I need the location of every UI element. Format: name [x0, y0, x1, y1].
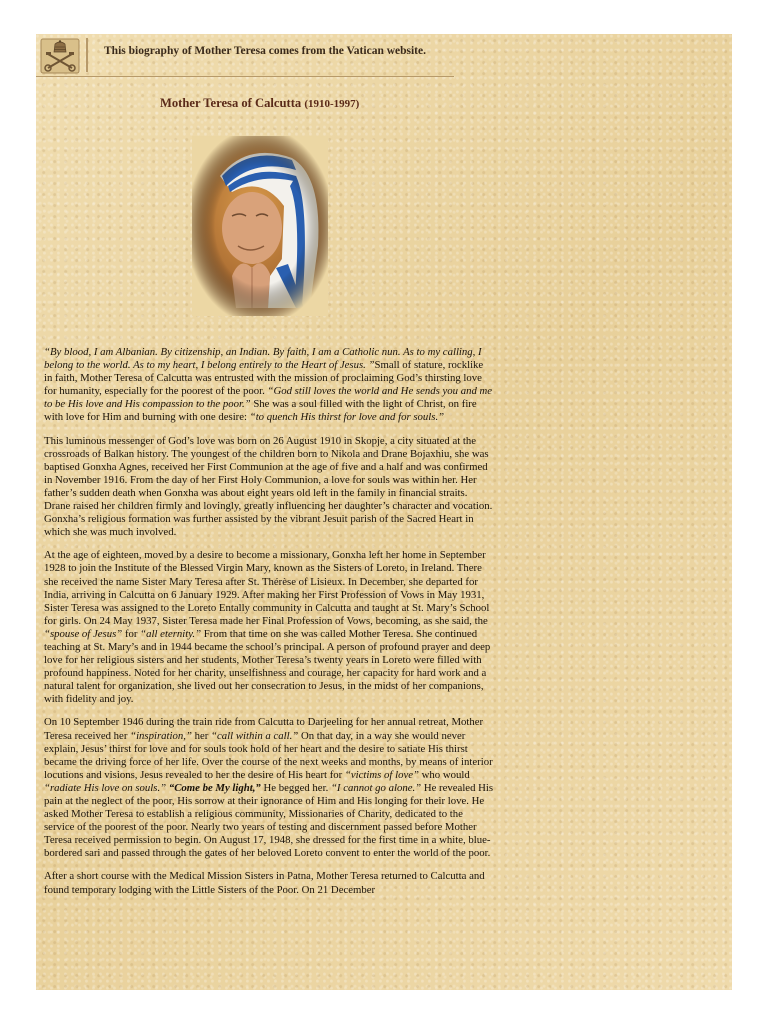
- biography-text: [44, 346, 494, 907]
- quote: “call within a call.”: [211, 729, 299, 742]
- paragraph-3: [44, 549, 494, 706]
- quote: “I cannot go alone.”: [330, 781, 422, 794]
- quote: “victims of love”: [344, 768, 419, 781]
- page-header: [36, 34, 454, 77]
- header-note: This biography of Mother Teresa comes from the Vatican website.: [104, 45, 426, 57]
- quote: “spouse of Jesus”: [44, 627, 123, 640]
- text: Small of stature, rocklike in faith, Mother Teresa of Calcutta was entrusted with the mission of proclaiming God’s thirsting love for humanity, especially for the poorest of the poor.: [44, 359, 484, 398]
- paragraph-2: This luminous messenger of God’s love was born on 26 August 1910 in Skopje, a city situated at the crossroads of Balkan history. The youngest of the children born to Nikola and Drane Bojaxhiu, she was baptised Gonxha Agnes, received her First Communion at the age of five and a half and was confirmed in November 1916. From the day of her First Holy Communion, a love for souls was within her. Her father’s sudden death when Gonxha was about eight years old left in the family in financial straits. Drane raised her children firmly and lovingly, greatly influencing her daughter’s character and vocation. Gonxha’s religious formation was further assisted by the vibrant Jesuit parish of the Sacred Heart in which she was much involved.: [44, 434, 493, 539]
- paragraph-4: [44, 716, 494, 860]
- papal-coat-of-arms-icon: [40, 38, 80, 74]
- text: She was a soul filled with the light of Christ, on fire with love for Him and burning with one desire:: [44, 398, 477, 424]
- quote: “to quench His thirst for love and for souls.”: [249, 411, 445, 424]
- quote: “radiate His love on souls.”: [44, 781, 167, 794]
- document-page: [36, 34, 732, 990]
- quote: “By blood, I am Albanian. By citizenship, an Indian. By faith, I am a Catholic nun. As to my calling, I belong to the world. As to my heart, I belong entirely to the Heart of Jesus. ”: [44, 346, 482, 372]
- title-name: Mother Teresa of Calcutta: [160, 96, 305, 110]
- text: He revealed His pain at the neglect of the poor, His sorrow at their ignorance of Him and His longing for their love. He asked Mother Teresa to establish a religious community, Missionaries of Charity, dedicated to the service of the poorest of the poor. Nearly two years of testing and discernment passed before Mother Teresa received permission to begin. On August 17, 1948, she dressed for the first time in a white, blue-bordered sari and passed through the gates of her beloved Loreto convent to enter the world of the poor.: [44, 781, 494, 860]
- title-years: (1910-1997): [304, 98, 360, 110]
- quote: “all eternity.”: [140, 627, 202, 640]
- paragraph-1: [44, 346, 494, 425]
- text: who would: [418, 768, 470, 781]
- text: From that time on she was called Mother Teresa. She continued teaching at St. Mary’s and in 1944 became the school’s principal. A person of profound prayer and deep love for her religious sisters and her students, Mother Teresa’s twenty years in Loreto were filled with profound happiness. Noted for her charity, unselfishness and courage, her capacity for hard work and a natural talent for organization, she lived out her consecration to Jesus, in the midst of her companions, with fidelity and joy.: [44, 627, 491, 706]
- paragraph-5: After a short course with the Medical Mission Sisters in Patna, Mother Teresa returned to Calcutta and found temporary lodging with the Little Sisters of the Poor. On 21 December: [44, 870, 485, 896]
- quote: “God still loves the world and He sends you and me to be His love and His compassion to the poor.”: [44, 385, 493, 411]
- bold-quote: “Come be My light,”: [168, 781, 261, 794]
- text: On that day, in a way she would never explain, Jesus’ thirst for love and for souls took hold of her heart and the desire to satiate His thirst became the driving force of her life. Over the course of the next weeks and months, by means of interior locutions and visions, Jesus revealed to her the desire of His heart for: [44, 729, 493, 781]
- page-title: [160, 96, 359, 111]
- text: for: [122, 627, 141, 640]
- header-divider: [86, 38, 88, 72]
- text: He begged her.: [260, 781, 331, 794]
- quote: “inspiration,”: [130, 729, 192, 742]
- text: her: [191, 729, 212, 742]
- text: On 10 September 1946 during the train ride from Calcutta to Darjeeling for her annual retreat, Mother Teresa received her: [44, 716, 484, 742]
- text: At the age of eighteen, moved by a desire to become a missionary, Gonxha left her home in September 1928 to join the Institute of the Blessed Virgin Mary, known as the Sisters of Loreto, in Ireland. There she received the name Sister Mary Teresa after St. Thérèse of Lisieux. In December, she departed for India, arriving in Calcutta on 6 January 1929. After making her First Profession of Vows in May 1931, Sister Teresa was assigned to the Loreto Entally community in Calcutta and taught at St. Mary’s School for girls. On 24 May 1937, Sister Teresa made her Final Profession of Vows, becoming, as she said, the: [44, 549, 490, 627]
- mother-teresa-portrait: [192, 136, 328, 316]
